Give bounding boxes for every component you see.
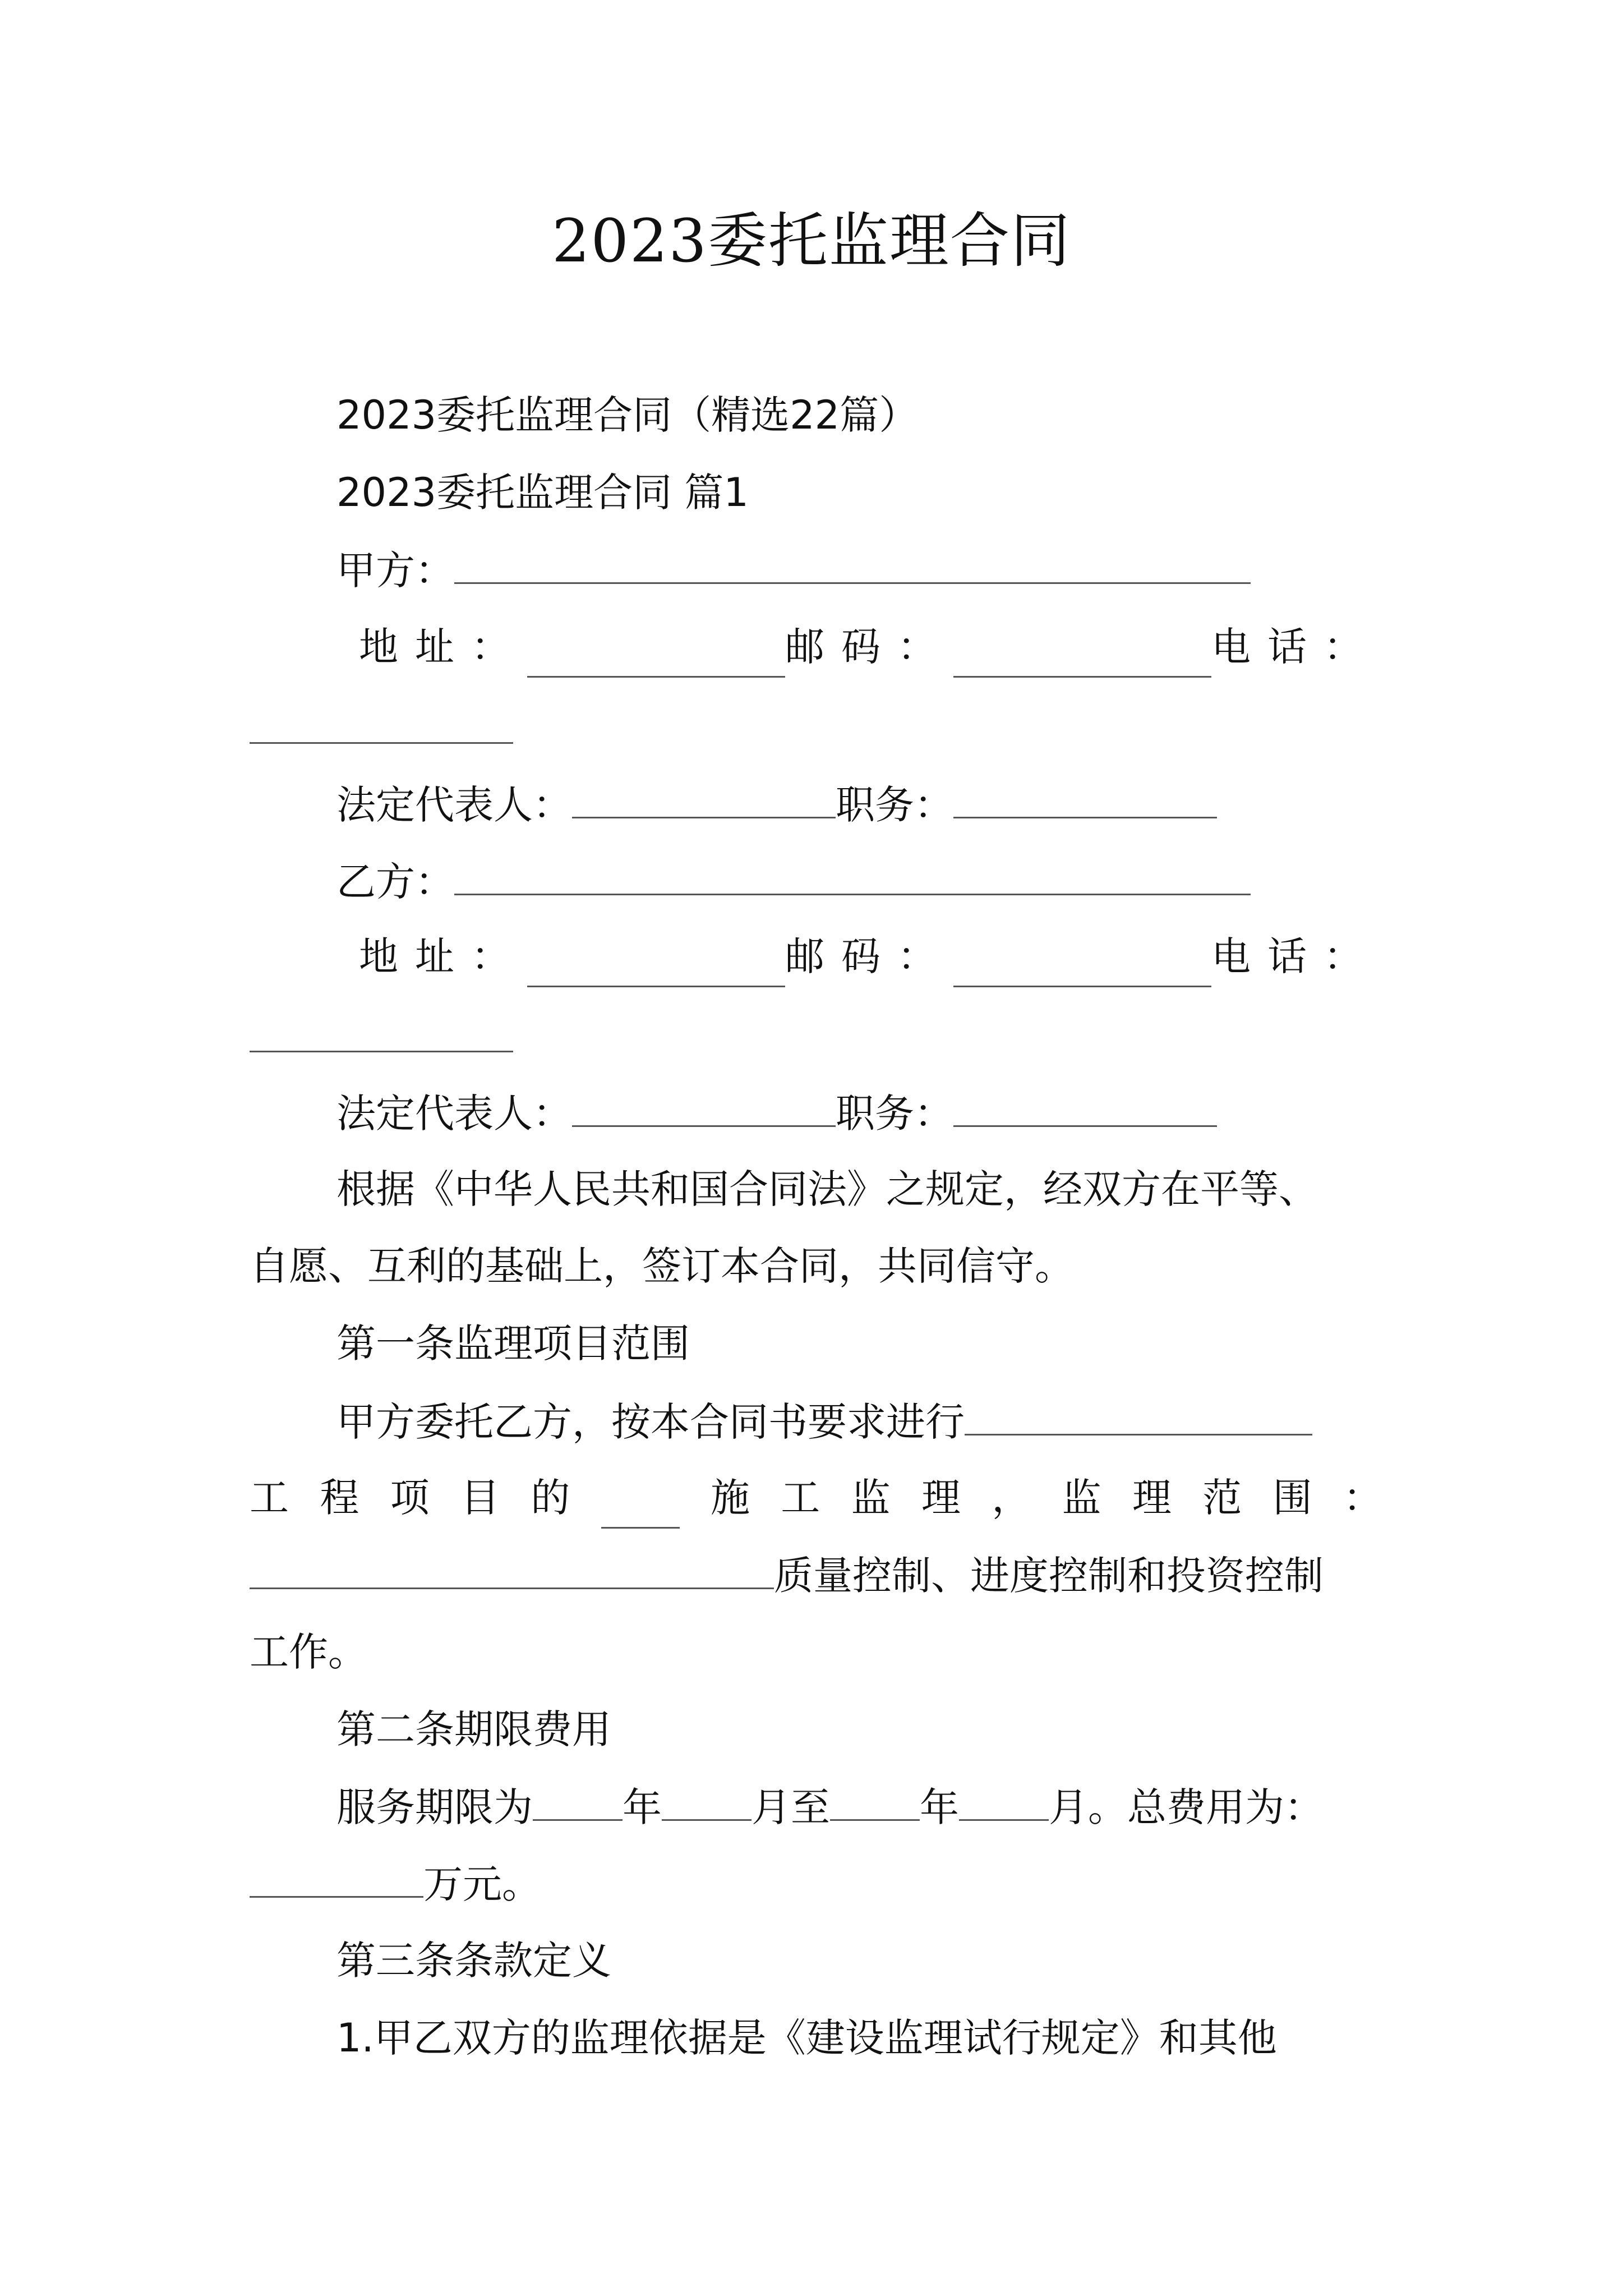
party-a-address-blank [527, 632, 785, 678]
document-title: 2023委托监理合同 [552, 206, 1071, 275]
article-2-line-1 [336, 1775, 1324, 1838]
section-heading: 2023委托监理合同 篇1 [336, 470, 749, 516]
article-1-word: 围 [1272, 1475, 1312, 1521]
article-1-type-blank [601, 1483, 680, 1529]
start-month-blank [662, 1775, 751, 1821]
article-1-word: 监 [1062, 1475, 1101, 1521]
party-a-phone-label: 电话： [1211, 624, 1380, 670]
article-1-line-3 [250, 1544, 1324, 1607]
party-a-position-label: 职务： [836, 782, 953, 828]
article-1-line-4: 工作。 [250, 1629, 367, 1675]
party-a-rep-blank [572, 773, 836, 818]
party-b-position-blank [953, 1082, 1217, 1127]
party-b-address-label: 地址： [359, 933, 527, 979]
article-2-text-a: 服务期限为 [336, 1784, 533, 1830]
party-b-rep-label: 法定代表人： [336, 1091, 572, 1137]
party-b-contact-line [359, 926, 1380, 987]
intro-line-1: 根据《中华人民共和国合同法》之规定，经双方在平等、 [336, 1166, 1318, 1212]
article-1-word: 理 [921, 1475, 961, 1521]
party-a-rep-line [336, 773, 1217, 836]
party-a-postcode-label: 邮码： [785, 624, 953, 670]
party-a-phone-blank [250, 740, 513, 744]
total-fee-blank [250, 1852, 423, 1898]
party-b-postcode-label: 邮码： [785, 933, 953, 979]
party-a-blank [454, 539, 1251, 584]
article-1-word: 目 [460, 1475, 500, 1521]
article-1-word: 的 [531, 1475, 570, 1521]
article-1-line-1 [336, 1390, 1312, 1453]
intro-line-2: 自愿、互利的基础上，签订本合同，共同信守。 [250, 1243, 1074, 1289]
article-2-line-2 [250, 1852, 541, 1915]
party-b-label: 乙方： [336, 859, 454, 905]
party-b-line [336, 850, 1251, 913]
document-subtitle: 2023委托监理合同（精选22篇） [336, 392, 919, 438]
party-b-phone-label: 电话： [1211, 933, 1380, 979]
party-a-rep-label: 法定代表人： [336, 782, 572, 828]
article-2-text-e: 月。总费用为： [1049, 1784, 1324, 1830]
article-1-title: 第一条监理项目范围 [336, 1320, 690, 1366]
party-b-blank [454, 850, 1251, 895]
article-1-line-2 [250, 1467, 1382, 1529]
article-1-line-3-text: 质量控制、进度控制和投资控制 [774, 1553, 1324, 1599]
article-3-line-1: 1.甲乙双方的监理依据是《建设监理试行规定》和其他 [336, 2015, 1277, 2061]
article-1-word: 监 [851, 1475, 891, 1521]
article-1-word: ， [992, 1475, 1031, 1521]
article-1-line-1-text: 甲方委托乙方，按本合同书要求进行 [336, 1399, 965, 1445]
party-a-contact-line [359, 616, 1380, 678]
article-2-text-c: 月至 [751, 1784, 830, 1830]
party-a-address-label: 地址： [359, 624, 527, 670]
article-1-word: 范 [1202, 1475, 1242, 1521]
article-1-word: 项 [390, 1475, 430, 1521]
article-1-word: 理 [1132, 1475, 1172, 1521]
article-1-word: 程 [320, 1475, 359, 1521]
party-a-label: 甲方： [336, 547, 454, 593]
article-1-word: 施 [710, 1475, 750, 1521]
article-1-project-blank [965, 1390, 1312, 1435]
party-b-position-label: 职务： [836, 1091, 953, 1137]
article-2-text-d: 年 [920, 1784, 959, 1830]
article-3-title: 第三条条款定义 [336, 1938, 611, 1984]
party-b-rep-line [336, 1082, 1217, 1144]
party-b-postcode-blank [953, 942, 1211, 987]
article-1-word: ： [1343, 1475, 1382, 1521]
party-b-rep-blank [572, 1082, 836, 1127]
party-a-line [336, 539, 1251, 601]
article-1-word: 工 [781, 1475, 820, 1521]
article-2-title: 第二条期限费用 [336, 1706, 611, 1752]
party-a-postcode-blank [953, 632, 1211, 678]
article-2-text-b: 年 [623, 1784, 662, 1830]
end-month-blank [959, 1775, 1049, 1821]
end-year-blank [830, 1775, 920, 1821]
article-1-scope-blank [250, 1544, 774, 1589]
party-b-phone-blank [250, 1049, 513, 1052]
party-b-address-blank [527, 942, 785, 987]
article-1-word: 工 [250, 1475, 289, 1521]
start-year-blank [533, 1775, 623, 1821]
party-a-position-blank [953, 773, 1217, 818]
article-2-line-2-text: 万元。 [423, 1861, 541, 1907]
